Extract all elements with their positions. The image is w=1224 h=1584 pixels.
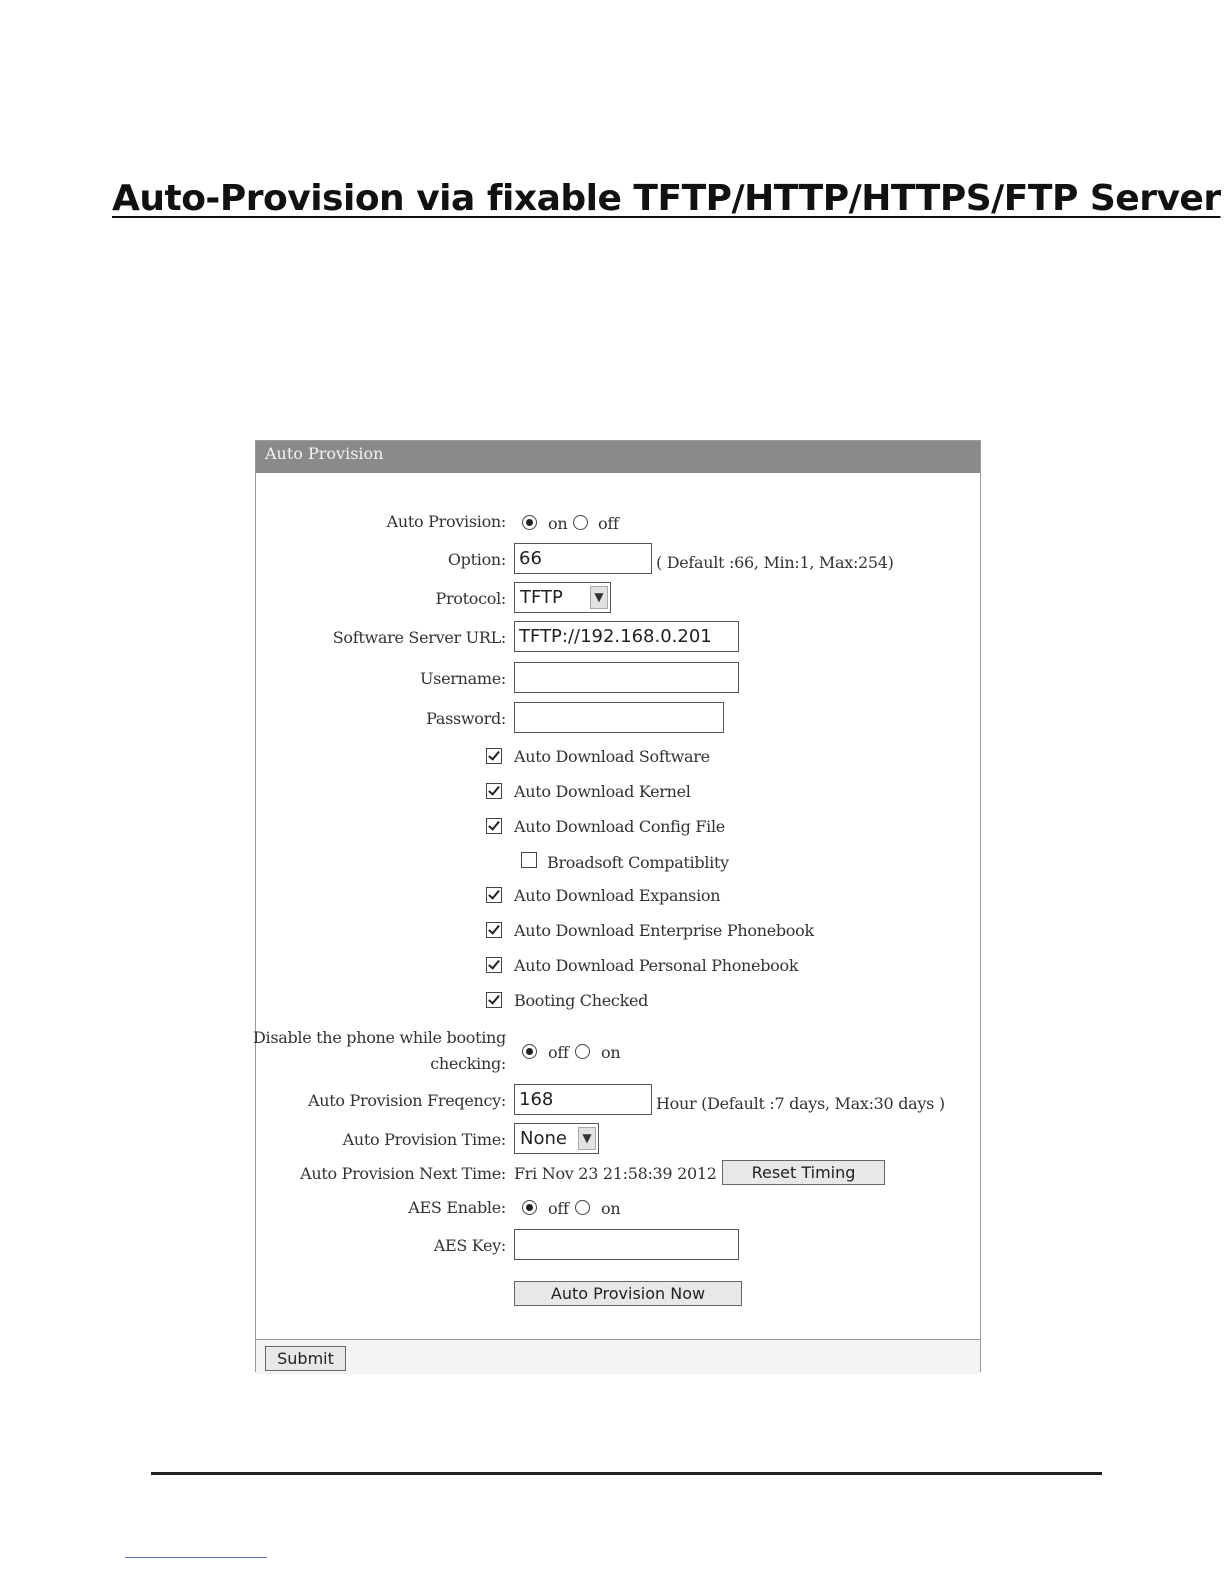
auto-download-enterprise-phonebook-label: Auto Download Enterprise Phonebook bbox=[514, 921, 814, 940]
auto-provision-on-text: on bbox=[548, 514, 568, 533]
username-label: Username: bbox=[420, 669, 506, 688]
footer-divider bbox=[151, 1472, 1102, 1475]
disable-phone-label-line1: Disable the phone while booting bbox=[252, 1028, 506, 1047]
auto-download-config-label: Auto Download Config File bbox=[514, 817, 725, 836]
protocol-value: TFTP bbox=[520, 587, 563, 608]
disable-phone-on-radio[interactable] bbox=[575, 1044, 590, 1059]
auto-download-expansion-label: Auto Download Expansion bbox=[514, 886, 721, 905]
auto-provision-off-text: off bbox=[598, 514, 619, 533]
auto-provision-panel bbox=[252, 440, 981, 1372]
auto-download-personal-phonebook-label: Auto Download Personal Phonebook bbox=[514, 956, 799, 975]
server-url-input[interactable]: TFTP://192.168.0.201 bbox=[514, 621, 739, 652]
auto-provision-on-radio[interactable] bbox=[522, 515, 537, 530]
booting-checked-label: Booting Checked bbox=[514, 991, 649, 1010]
password-label: Password: bbox=[426, 709, 506, 728]
auto-download-personal-phonebook-checkbox[interactable] bbox=[486, 957, 502, 973]
chevron-down-icon: ▼ bbox=[578, 1127, 596, 1150]
auto-download-software-checkbox[interactable] bbox=[486, 748, 502, 764]
aes-key-input[interactable] bbox=[514, 1229, 739, 1260]
reset-timing-button[interactable]: Reset Timing bbox=[722, 1160, 885, 1185]
option-input[interactable]: 66 bbox=[514, 543, 652, 574]
aes-enable-off-text: off bbox=[548, 1199, 569, 1218]
booting-checked-checkbox[interactable] bbox=[486, 992, 502, 1008]
auto-download-enterprise-phonebook-checkbox[interactable] bbox=[486, 922, 502, 938]
server-url-label: Software Server URL: bbox=[332, 628, 506, 647]
auto-download-config-checkbox[interactable] bbox=[486, 818, 502, 834]
disable-phone-label-line2: checking: bbox=[430, 1054, 506, 1073]
option-label: Option: bbox=[447, 550, 506, 569]
aes-key-label: AES Key: bbox=[433, 1236, 506, 1255]
provision-time-value: None bbox=[520, 1128, 567, 1149]
panel-title: Auto Provision bbox=[256, 441, 980, 473]
aes-enable-off-radio[interactable] bbox=[522, 1200, 537, 1215]
auto-provision-off-radio[interactable] bbox=[573, 515, 588, 530]
provision-time-select[interactable] bbox=[514, 1123, 599, 1154]
submit-button[interactable]: Submit bbox=[265, 1346, 346, 1371]
frequency-input[interactable]: 168 bbox=[514, 1084, 652, 1115]
option-hint: ( Default :66, Min:1, Max:254) bbox=[656, 553, 894, 572]
disable-phone-off-text: off bbox=[548, 1043, 569, 1062]
provision-time-label: Auto Provision Time: bbox=[342, 1130, 506, 1149]
password-input[interactable] bbox=[514, 702, 724, 733]
auto-download-kernel-checkbox[interactable] bbox=[486, 783, 502, 799]
next-time-value: Fri Nov 23 21:58:39 2012 bbox=[514, 1164, 717, 1183]
disable-phone-off-radio[interactable] bbox=[522, 1044, 537, 1059]
aes-enable-on-text: on bbox=[601, 1199, 621, 1218]
panel-footer bbox=[256, 1339, 980, 1374]
broadsoft-compatibility-label: Broadsoft Compatiblity bbox=[547, 853, 729, 872]
broadsoft-compatibility-checkbox[interactable] bbox=[521, 852, 537, 868]
auto-download-expansion-checkbox[interactable] bbox=[486, 887, 502, 903]
next-time-label: Auto Provision Next Time: bbox=[300, 1164, 506, 1183]
auto-download-kernel-label: Auto Download Kernel bbox=[514, 782, 691, 801]
chevron-down-icon: ▼ bbox=[590, 586, 608, 609]
disable-phone-on-text: on bbox=[601, 1043, 621, 1062]
auto-provision-now-button[interactable]: Auto Provision Now bbox=[514, 1281, 742, 1306]
auto-provision-label: Auto Provision: bbox=[386, 512, 506, 531]
auto-download-software-label: Auto Download Software bbox=[514, 747, 710, 766]
aes-enable-on-radio[interactable] bbox=[575, 1200, 590, 1215]
page-heading: Auto-Provision via fixable TFTP/HTTP/HTTPS/FTP Server bbox=[112, 178, 1221, 219]
footer-link-underline bbox=[125, 1557, 267, 1558]
frequency-label: Auto Provision Freqency: bbox=[308, 1091, 506, 1110]
aes-enable-label: AES Enable: bbox=[408, 1198, 506, 1217]
username-input[interactable] bbox=[514, 662, 739, 693]
protocol-label: Protocol: bbox=[435, 589, 506, 608]
frequency-hint: Hour (Default :7 days, Max:30 days ) bbox=[656, 1094, 945, 1113]
protocol-select[interactable] bbox=[514, 582, 611, 613]
